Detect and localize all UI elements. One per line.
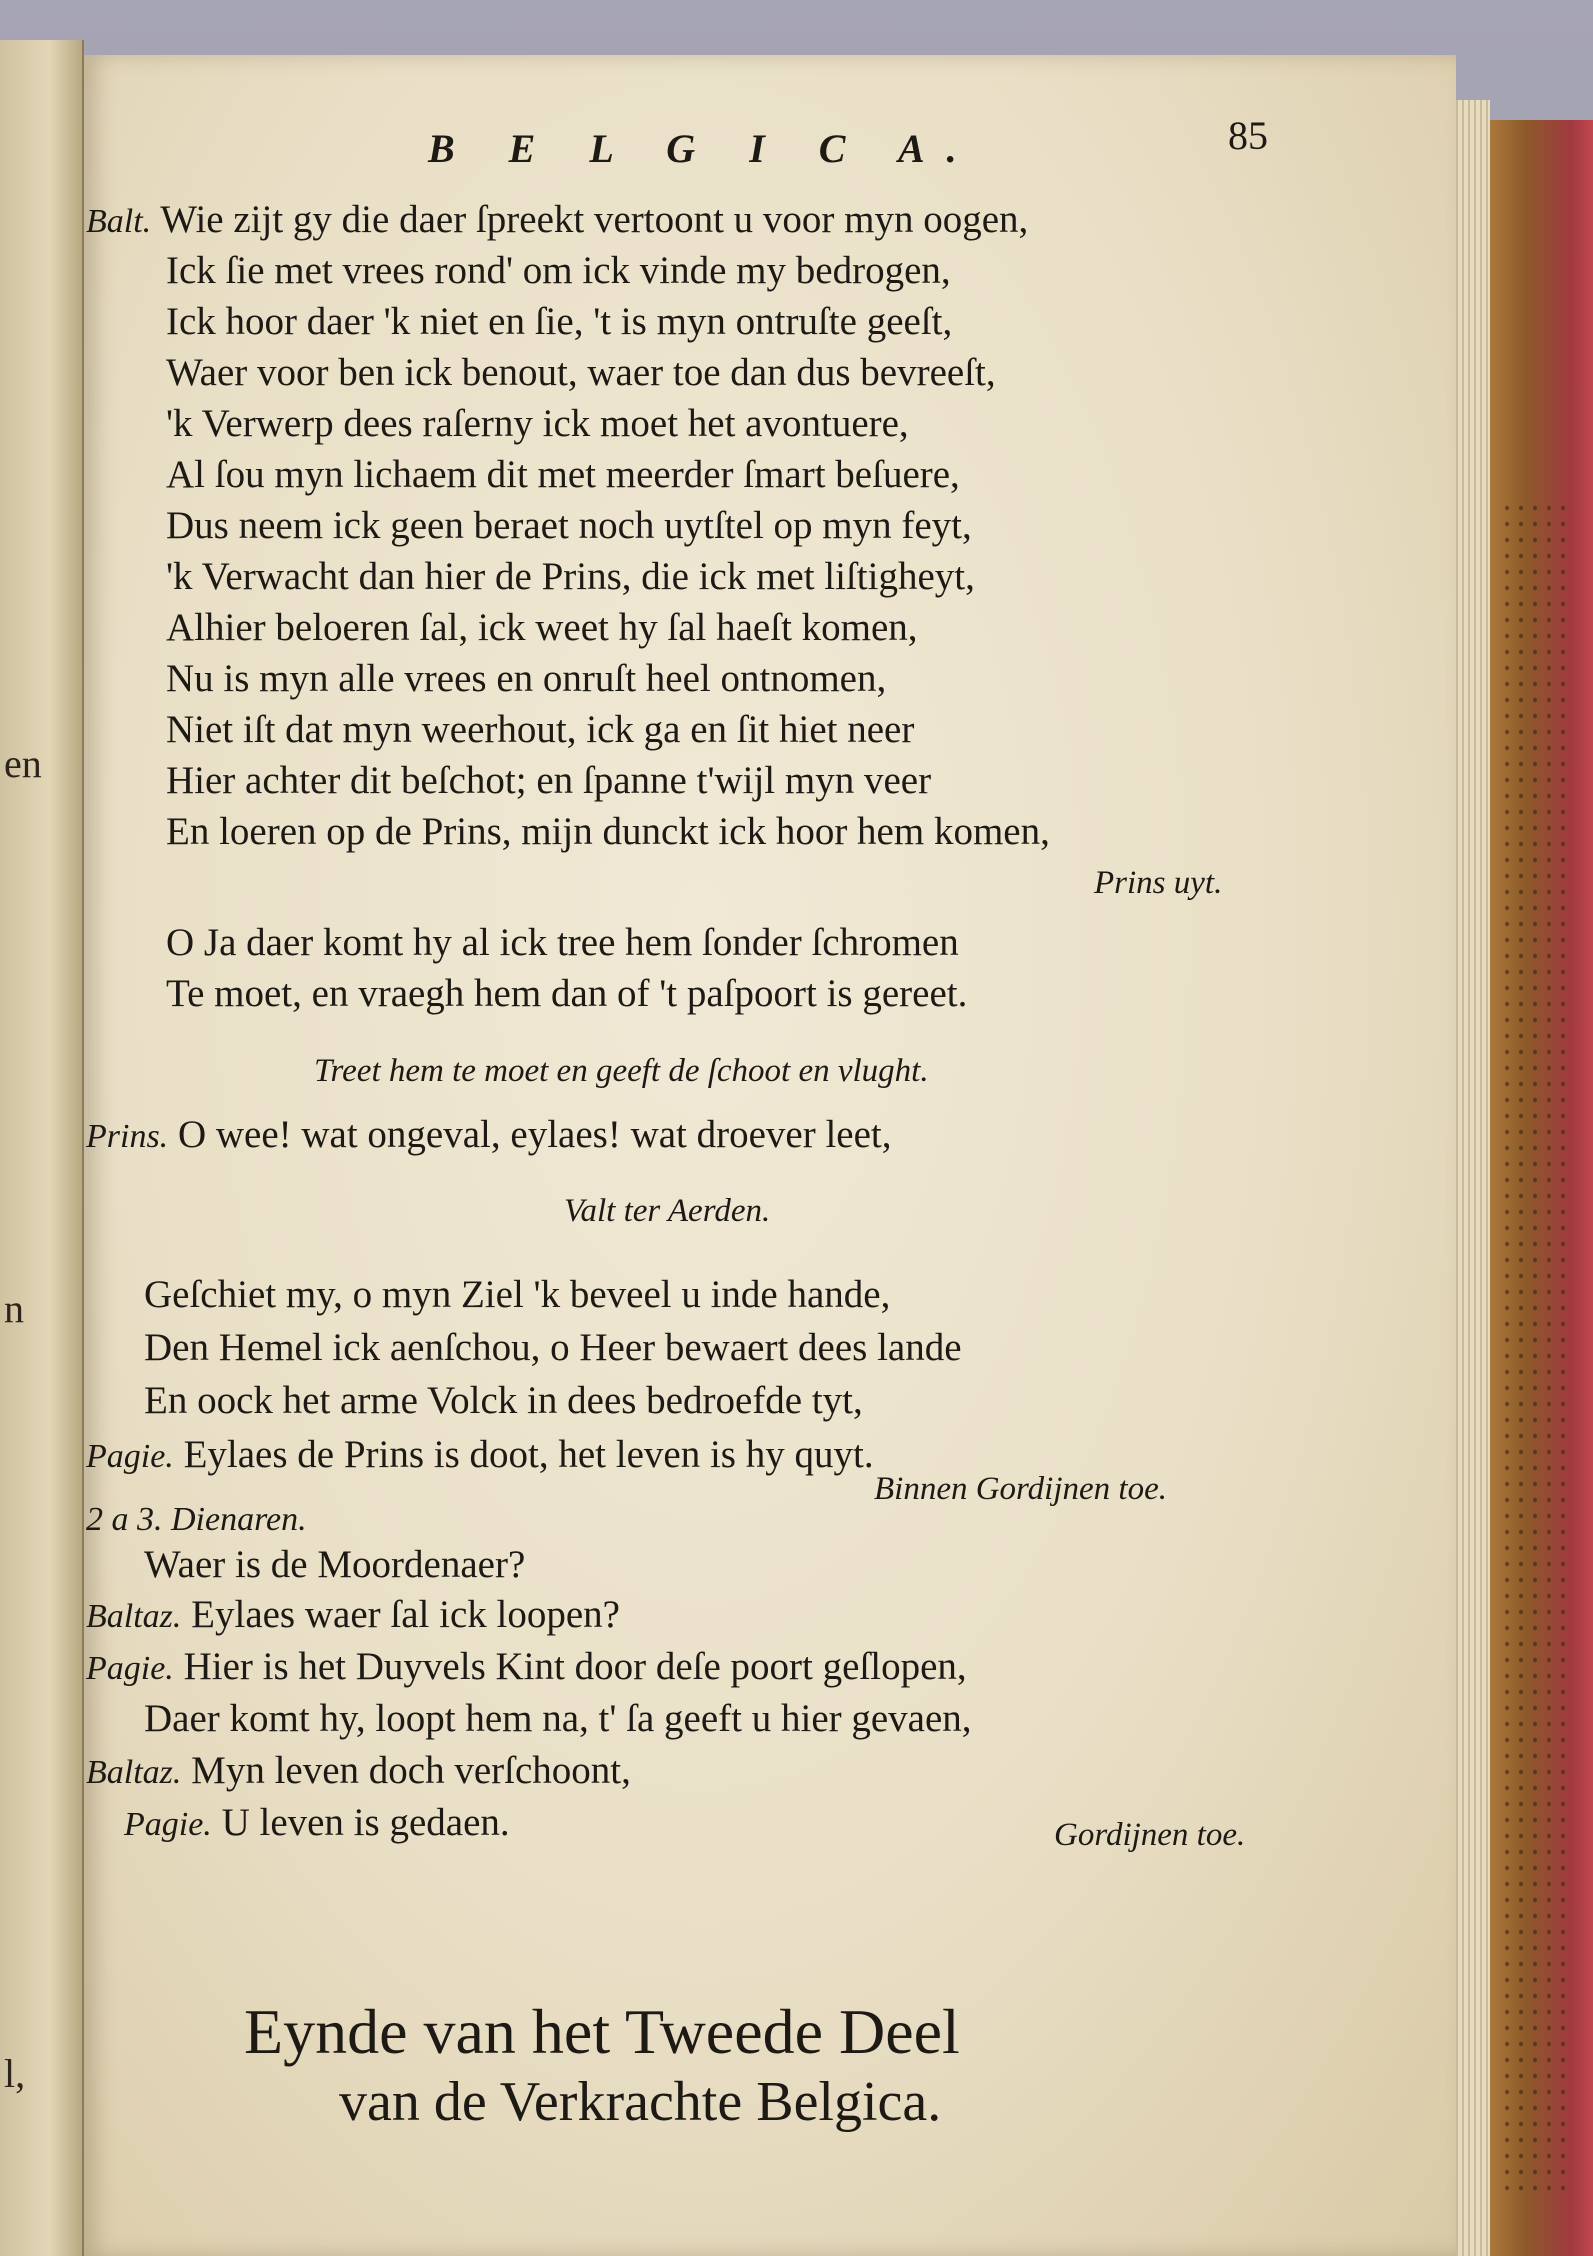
verse-line: Waer voor ben ick benout, waer toe dan dus bevreeſt, [166,351,996,394]
speaker-label: Prins. [86,1118,169,1155]
verse-text: Wie zijt gy die daer ſpreekt vertoont u voor myn oogen, [160,198,1029,241]
verse-line: Alhier beloeren ſal, ick weet hy ſal haeſt komen, [166,606,918,649]
verse-line: Daer komt hy, loopt hem na, t' ſa geeft u hier gevaen, [144,1697,972,1740]
page-number: 85 [1228,113,1268,158]
verse-line: 'k Verwerp dees raſerny ick moet het avontuere, [166,402,909,445]
verse-line: Waer is de Moordenaer? [144,1543,526,1586]
book-page [84,55,1456,2256]
stage-direction: Valt ter Aerden. [564,1193,771,1229]
verse-line: Ick ſie met vrees rond' om ick vinde my bedrogen, [166,249,951,292]
verse-line: Niet iſt dat myn weerhout, ick ga en ſit hiet neer [166,708,915,751]
verse-line: 'k Verwacht dan hier de Prins, die ick met liſtigheyt, [166,555,975,598]
speaker-label: Pagie. [86,1438,174,1475]
verse-line: Hier achter dit beſchot; en ſpanne t'wijl myn veer [166,759,932,802]
ending-title: Eynde van het Tweede Deel [244,1996,960,2067]
verse-line: Ick hoor daer 'k niet en ſie, 't is myn ontruſte geeſt, [166,300,953,343]
verse-line [86,1115,892,1154]
ending-subtitle: van de Verkrachte Belgica. [339,2071,942,2133]
speaker-label: 2 a 3. Dienaren. [86,1501,307,1538]
left-page-fragment: n [4,1286,24,1331]
verse-line: Den Hemel ick aenſchou, o Heer bewaert dees lande [144,1326,962,1369]
verse-line [86,200,1028,239]
running-title: B E L G I C A. [428,126,979,171]
verse-line [124,1803,510,1842]
verse-line [86,1751,631,1790]
stage-direction: Treet hem te moet en geeft de ſchoot en vlught. [314,1053,929,1089]
verse-line [86,1595,620,1634]
page-text [84,55,1456,2256]
stage-direction: Binnen Gordijnen toe. [874,1471,1167,1507]
speckled-edge [1500,500,1570,2200]
verse-line: En loeren op de Prins, mijn dunckt ick hoor hem komen, [166,810,1050,853]
verse-line [86,1435,874,1474]
speaker-label: Pagie. [86,1650,174,1687]
verse-line [86,1647,967,1686]
left-page-fragment: en [4,741,42,786]
stage-direction: Prins uyt. [1094,865,1223,901]
speaker-label: Baltaz. [86,1754,182,1791]
verse-text: U leven is gedaen. [221,1801,510,1844]
facing-page [0,40,84,2256]
left-page-fragment: l, [4,2051,26,2096]
verse-text: Eylaes de Prins is doot, het leven is hy quyt. [183,1433,874,1476]
stage-direction: Gordijnen toe. [1054,1817,1246,1853]
verse-line: En oock het arme Volck in dees bedroefde tyt, [144,1379,863,1422]
verse-text: Hier is het Duyvels Kint door deſe poort geſlopen, [183,1645,967,1688]
verse-line: Nu is myn alle vrees en onruſt heel ontnomen, [166,657,887,700]
verse-line: Dus neem ick geen beraet noch uytſtel op myn feyt, [166,504,972,547]
verse-text: O wee! wat ongeval, eylaes! wat droever leet, [177,1113,892,1156]
verse-text: Myn leven doch verſchoont, [191,1749,631,1792]
verse-line: Te moet, en vraegh hem dan of 't paſpoort is gereet. [166,972,968,1015]
verse-line: Geſchiet my, o myn Ziel 'k beveel u inde hande, [144,1273,891,1316]
verse-text: Eylaes waer ſal ick loopen? [191,1593,620,1636]
speaker-label: Balt. [86,203,152,240]
speaker-label: Pagie. [124,1806,212,1843]
speaker-label: Baltaz. [86,1598,182,1635]
verse-line: O Ja daer komt hy al ick tree hem ſonder ſchromen [166,921,959,964]
verse-line: Al ſou myn lichaem dit met meerder ſmart beſuere, [166,453,960,496]
